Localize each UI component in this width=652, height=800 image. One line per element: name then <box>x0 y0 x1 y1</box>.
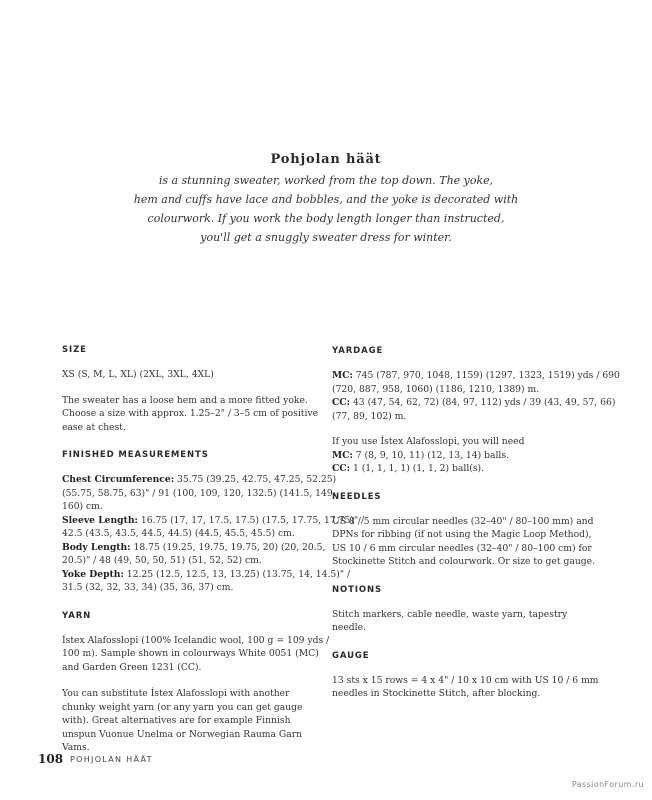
yardage-cc-line: (77, 89, 102) m. <box>332 410 407 422</box>
size-note <box>62 394 320 435</box>
body-line: 20.5)" / 48 (49, 50, 50, 51) (51, 52, 52) cm. <box>62 555 262 566</box>
needles-line: US 10 / 6 mm circular needles (32–40" / 80–100 cm) for <box>332 542 592 554</box>
yoke-line <box>62 568 351 582</box>
chest-label: Chest Circumference: <box>62 474 175 485</box>
notions-text <box>332 608 590 635</box>
sleeve-value: 16.75 (17, 17, 17.5, 17.5) (17.5, 17.75, 17.75)" / <box>140 514 365 526</box>
yardage-mc-line <box>332 369 620 383</box>
sleeve-label: Sleeve Length: <box>62 514 138 526</box>
mc-label: MC: <box>332 370 353 381</box>
needles-text <box>332 515 595 569</box>
running-footer: POHJOLAN HÄÄT <box>70 755 153 764</box>
chest-line: (55.75, 58.75, 63)" / 91 (100, 109, 120, 132.5) (141.5, 149, <box>62 487 336 499</box>
needles-line: Stockinette Stitch and colourwork. Or size to get gauge. <box>332 556 595 567</box>
pattern-intro <box>0 171 652 247</box>
gauge-heading: GAUGE <box>332 650 370 661</box>
needles-line: US 8 / 5 mm circular needles (32–40" / 80–100 mm) and <box>332 515 594 527</box>
size-list <box>62 368 320 382</box>
chest-value: 35.75 (39.25, 42.75, 47.25, 52.25) <box>177 474 337 485</box>
yarn-heading: YARN <box>62 610 92 621</box>
mc-value: 745 (787, 970, 1048, 1159) (1297, 1323, 1519) yds / 690 <box>352 370 620 381</box>
notions-heading: NOTIONS <box>332 584 383 595</box>
notions-line: Stitch markers, cable needle, waste yarn, tapestry <box>332 608 568 620</box>
yoke-label: Yoke Depth: <box>62 568 124 580</box>
yarn-substitutes <box>62 687 320 755</box>
gauge-text <box>332 674 599 701</box>
finished-measurements-heading: FINISHED MEASUREMENTS <box>62 450 209 460</box>
needles-heading: NEEDLES <box>332 491 382 502</box>
yarn-sub-line: unspun Vuonue Unelma or Norwegian Rauma Garn <box>62 728 303 740</box>
chest-line: 160) cm. <box>62 501 103 512</box>
gauge-line: needles in Stockinette Stitch, after blocking. <box>332 688 541 699</box>
balls-cc-line <box>332 462 590 476</box>
pattern-title: Pohjolan häät <box>270 152 382 167</box>
intro-line: hem and cuffs have lace and bobbles, and the yoke is decorated with <box>133 193 519 206</box>
intro-line: colourwork. If you work the body length longer than instructed, <box>147 212 505 225</box>
yarn-sub-line: chunky weight yarn (or any yarn you can get gauge <box>62 701 303 713</box>
yarn-sub-line: You can substitute Ístex Alafosslopi with another <box>62 688 290 699</box>
yardage-mc-line: (720, 887, 958, 1060) (1186, 1210, 1389) m. <box>332 383 540 395</box>
intro-line: you'll get a snuggly sweater dress for winter. <box>200 231 452 244</box>
intro-line: is a stunning sweater, worked from the top down. The yoke, <box>158 174 494 187</box>
yarn-sub-line: with). Great alternatives are for example Finnish <box>62 715 291 726</box>
yardage-balls <box>332 435 590 476</box>
yardage-heading: YARDAGE <box>332 346 384 356</box>
yarn-sub-line: Vams. <box>62 742 90 753</box>
size-note-line: Choose a size with approx. 1.25–2" / 3–5 cm of positive <box>62 408 319 419</box>
needles-line: DPNs for ribbing (if not using the Magic Loop Method), <box>332 529 592 540</box>
body-label: Body Length: <box>62 541 131 553</box>
yardage-cc-line <box>332 396 616 410</box>
yardage-amounts <box>332 369 620 423</box>
size-heading: SIZE <box>62 345 87 355</box>
cc-value: 43 (47, 54, 62, 72) (84, 97, 112) yds / 39 (43, 49, 57, 66) <box>350 397 616 408</box>
yarn-line: Ístex Alafosslopi (100% Icelandic wool, 100 g = 109 yds / <box>62 634 330 646</box>
sleeve-line <box>62 514 365 528</box>
size-note-line: The sweater has a loose hem and a more fitted yoke. <box>62 394 308 406</box>
yarn-line: and Garden Green 1231 (CC). <box>62 661 202 673</box>
watermark: PassionForum.ru <box>571 780 644 789</box>
balls-mc-line <box>332 449 590 463</box>
notions-line: needle. <box>332 622 366 633</box>
cc-label: CC: <box>332 397 351 408</box>
balls-mc-value: 7 (8, 9, 10, 11) (12, 13, 14) balls. <box>352 449 509 461</box>
body-value: 18.75 (19.25, 19.75, 19.75, 20) (20, 20.5, <box>133 541 326 553</box>
right-column <box>332 346 620 713</box>
page-number: 108 <box>38 752 64 766</box>
size-note-line: ease at chest. <box>62 421 126 433</box>
chest-line <box>62 473 337 487</box>
yarn-line: 100 m). Sample shown in colourways White 0051 (MC) <box>62 648 319 659</box>
body-line <box>62 541 326 555</box>
balls-intro: If you use Ístex Alafosslopi, you will need <box>332 436 525 447</box>
yoke-line: 31.5 (32, 32, 33, 34) (35, 36, 37) cm. <box>62 582 234 593</box>
gauge-line: 13 sts x 15 rows = 4 x 4" / 10 x 10 cm with US 10 / 6 mm <box>332 674 599 686</box>
yoke-value: 12.25 (12.5, 12.5, 13, 13.25) (13.75, 14, 14.5)" / <box>126 568 351 580</box>
size-list-text: XS (S, M, L, XL) (2XL, 3XL, 4XL) <box>62 369 214 380</box>
sleeve-line: 42.5 (43.5, 43.5, 44.5, 44.5) (44.5, 45.5, 45.5) cm. <box>62 528 295 539</box>
yarn-description <box>62 634 330 675</box>
balls-cc-label: CC: <box>332 463 351 474</box>
balls-mc-label: MC: <box>332 449 353 461</box>
balls-cc-value: 1 (1, 1, 1, 1) (1, 1, 2) ball(s). <box>350 463 485 474</box>
